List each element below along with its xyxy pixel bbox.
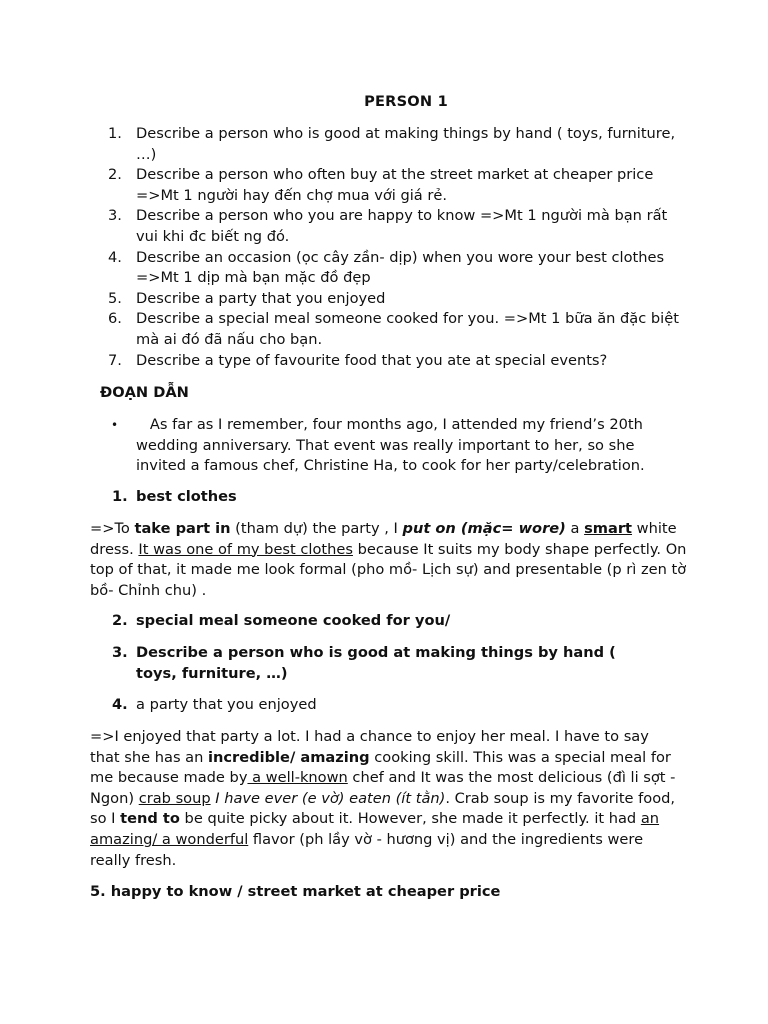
- section-title: special meal someone cooked for you/: [136, 612, 451, 629]
- text-run: white dress.: [90, 520, 677, 558]
- text-run-bold: incredible/ amazing: [208, 748, 370, 766]
- list-text: Describe a type of favourite food that you ate at special events?: [136, 351, 608, 369]
- text-run: =>I enjoyed that party a lot. I had a chance to enjoy her meal. I have to say that she has an: [90, 728, 649, 766]
- intro-text: As far as I remember, four months ago, I attended my friend’s 20th wedding anniversary. That event was really important to her, so she invited a famous chef, Christine Ha, to cook for her party/celebration.: [136, 416, 645, 475]
- text-run-underline: It was one of my best clothes: [138, 540, 353, 558]
- best-clothes-paragraph: [90, 519, 690, 601]
- text-run: a: [565, 520, 585, 537]
- text-run-bold-underline: smart: [584, 520, 633, 537]
- bullet-icon: •: [111, 418, 119, 432]
- section-heading-good-at-making: [112, 643, 712, 684]
- list-number: 3.: [108, 207, 122, 225]
- list-text: Describe a person who you are happy to know =>Mt 1 người mà bạn rất vui khi đc biết ng đó.: [136, 207, 668, 245]
- text-run-bold-italic: put on (mặc= wore): [402, 520, 566, 537]
- section-heading-party: [112, 695, 712, 716]
- text-run: (tham dự) the party , I: [230, 520, 403, 537]
- intro-paragraph: [136, 415, 676, 477]
- list-item: [0, 289, 768, 310]
- list-number: 2.: [108, 166, 122, 184]
- list-number: 5.: [108, 289, 122, 307]
- list-item: [0, 309, 768, 350]
- text-run: because It suits my body shape perfectly. On top of that, it made me look formal (pho mồ- Lịch sự) and presentable (p rì zen tờ bồ- Chỉnh chu) .: [90, 540, 687, 599]
- section-number: 2.: [112, 612, 128, 629]
- text-run: cooking skill. This was a special meal for me because made by: [90, 748, 671, 787]
- section-heading-best-clothes: [112, 487, 712, 508]
- text-run-bold: take part in: [134, 520, 231, 537]
- list-number: 4.: [108, 248, 122, 266]
- section-heading-special-meal: [112, 611, 712, 632]
- list-number: 7.: [108, 351, 122, 369]
- list-text: Describe a person who often buy at the street market at cheaper price =>Mt 1 người hay đến chợ mua với giá rẻ.: [136, 166, 654, 204]
- section-heading-happy-to-know: 5. happy to know / street market at cheaper price: [90, 883, 501, 900]
- section-title: Describe a person who is good at making things by hand ( toys, furniture, …): [136, 644, 616, 682]
- list-item: [0, 124, 768, 165]
- page-title: PERSON 1: [364, 93, 448, 110]
- list-item: [0, 248, 768, 289]
- list-text: Describe a special meal someone cooked for you. =>Mt 1 bữa ăn đặc biệt mà ai đó đã nấu cho bạn.: [136, 310, 679, 348]
- list-item: [0, 165, 768, 206]
- text-run-underline: crab soup: [138, 789, 211, 807]
- text-run-underline: a well-known: [247, 769, 348, 787]
- text-run: =>To: [90, 520, 135, 537]
- text-run: . Crab soup is my favorite food, so I: [90, 789, 676, 828]
- list-text: Describe a party that you enjoyed: [136, 289, 386, 307]
- list-text: Describe an occasion (ọc cây zần- dịp) when you wore your best clothes =>Mt 1 dịp mà bạn mặc đồ đẹp: [136, 248, 665, 287]
- text-run: chef and It was the most delicious (đì li sợt - Ngon): [90, 769, 676, 807]
- list-number: 6.: [108, 310, 122, 328]
- list-number: 1.: [108, 125, 122, 142]
- list-text: Describe a person who is good at making things by hand ( toys, furniture, …): [136, 125, 676, 163]
- intro-heading: ĐOẠN DẪN: [100, 384, 189, 401]
- section-title: a party that you enjoyed: [136, 696, 317, 713]
- list-item: [0, 351, 768, 372]
- text-run-bold: tend to: [120, 810, 180, 828]
- text-run: be quite picky about it. However, she made it perfectly. it had: [179, 810, 641, 828]
- text-run-underline: an amazing/ a wonderful: [90, 810, 660, 848]
- text-run: flavor (ph lầy vờ - hương vị) and the ingredients were really fresh.: [90, 830, 644, 869]
- party-paragraph: [90, 727, 682, 871]
- topic-list: [0, 124, 768, 371]
- section-number: 4.: [112, 696, 128, 713]
- text-run-italic: I have ever (e vờ) eaten (ít tằn): [215, 789, 446, 807]
- section-number: 1.: [112, 488, 128, 505]
- section-number: 3.: [112, 644, 128, 661]
- section-title: best clothes: [136, 488, 237, 505]
- list-item: [0, 206, 768, 247]
